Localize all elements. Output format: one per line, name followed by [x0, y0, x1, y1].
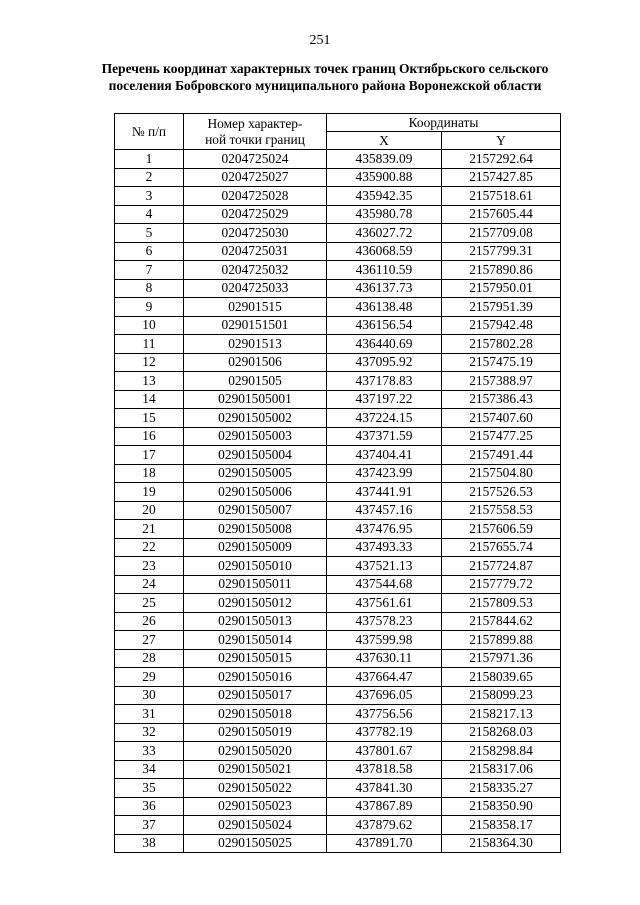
table-row	[115, 372, 561, 391]
coordinate-x: 437630.11	[327, 649, 442, 668]
coordinate-y: 2157844.62	[442, 612, 561, 631]
table-row	[115, 427, 561, 446]
table-row	[115, 390, 561, 409]
row-number: 28	[115, 649, 184, 668]
coordinate-x: 437578.23	[327, 612, 442, 631]
coordinate-x: 437224.15	[327, 409, 442, 428]
coordinate-y: 2157899.88	[442, 631, 561, 650]
point-id: 02901505015	[184, 649, 327, 668]
coordinate-x: 435980.78	[327, 205, 442, 224]
coordinate-y: 2157477.25	[442, 427, 561, 446]
coordinate-y: 2157724.87	[442, 557, 561, 576]
row-number: 18	[115, 464, 184, 483]
coordinate-x: 437818.58	[327, 760, 442, 779]
coordinate-x: 437756.56	[327, 705, 442, 724]
table-row	[115, 723, 561, 742]
coordinate-y: 2158335.27	[442, 779, 561, 798]
row-number: 26	[115, 612, 184, 631]
coordinate-y: 2157475.19	[442, 353, 561, 372]
coordinate-y: 2157292.64	[442, 150, 561, 169]
table-row	[115, 483, 561, 502]
table-row	[115, 316, 561, 335]
point-id: 02901505	[184, 372, 327, 391]
coordinate-x: 437879.62	[327, 816, 442, 835]
table-row	[115, 557, 561, 576]
table-row	[115, 279, 561, 298]
coordinate-y: 2157606.59	[442, 520, 561, 539]
coordinate-y: 2158298.84	[442, 742, 561, 761]
point-id: 02901513	[184, 335, 327, 354]
row-number: 33	[115, 742, 184, 761]
row-number: 30	[115, 686, 184, 705]
point-id: 02901506	[184, 353, 327, 372]
point-id: 02901505023	[184, 797, 327, 816]
coordinate-y: 2158358.17	[442, 816, 561, 835]
row-number: 34	[115, 760, 184, 779]
row-number: 38	[115, 834, 184, 853]
coordinate-x: 437493.33	[327, 538, 442, 557]
row-number: 9	[115, 298, 184, 317]
row-number: 36	[115, 797, 184, 816]
row-number: 4	[115, 205, 184, 224]
row-number: 7	[115, 261, 184, 280]
table-row	[115, 779, 561, 798]
coordinate-y: 2157491.44	[442, 446, 561, 465]
row-number: 21	[115, 520, 184, 539]
header-point-line-2: ной точки границ	[205, 131, 305, 147]
table-row	[115, 464, 561, 483]
table-row	[115, 298, 561, 317]
table-row	[115, 205, 561, 224]
row-number: 16	[115, 427, 184, 446]
row-number: 19	[115, 483, 184, 502]
coordinate-x: 436138.48	[327, 298, 442, 317]
coordinate-x: 437841.30	[327, 779, 442, 798]
point-id: 02901505005	[184, 464, 327, 483]
coordinate-x: 437404.41	[327, 446, 442, 465]
table-row	[115, 686, 561, 705]
coordinate-y: 2158268.03	[442, 723, 561, 742]
row-number: 35	[115, 779, 184, 798]
point-id: 02901515	[184, 298, 327, 317]
coordinate-x: 437664.47	[327, 668, 442, 687]
coordinate-y: 2157655.74	[442, 538, 561, 557]
point-id: 02901505008	[184, 520, 327, 539]
point-id: 02901505021	[184, 760, 327, 779]
point-id: 02901505003	[184, 427, 327, 446]
point-id: 02901505025	[184, 834, 327, 853]
coordinate-y: 2157558.53	[442, 501, 561, 520]
point-id: 02901505024	[184, 816, 327, 835]
row-number: 3	[115, 187, 184, 206]
coordinate-y: 2158217.13	[442, 705, 561, 724]
header-num: № п/п	[115, 114, 184, 150]
coordinate-y: 2158350.90	[442, 797, 561, 816]
point-id: 02901505010	[184, 557, 327, 576]
table-row	[115, 760, 561, 779]
coordinate-x: 437544.68	[327, 575, 442, 594]
point-id: 02901505004	[184, 446, 327, 465]
table-row	[115, 501, 561, 520]
table-row	[115, 649, 561, 668]
header-x: X	[327, 132, 442, 150]
row-number: 14	[115, 390, 184, 409]
coordinate-y: 2157779.72	[442, 575, 561, 594]
row-number: 5	[115, 224, 184, 243]
coordinate-x: 436068.59	[327, 242, 442, 261]
row-number: 2	[115, 168, 184, 187]
coordinate-y: 2157971.36	[442, 649, 561, 668]
row-number: 22	[115, 538, 184, 557]
row-number: 37	[115, 816, 184, 835]
coordinate-x: 436110.59	[327, 261, 442, 280]
table-row	[115, 520, 561, 539]
coordinate-x: 437696.05	[327, 686, 442, 705]
point-id: 02901505014	[184, 631, 327, 650]
table-row	[115, 705, 561, 724]
coordinate-x: 437423.99	[327, 464, 442, 483]
table-row	[115, 594, 561, 613]
table-row	[115, 261, 561, 280]
coordinate-x: 437561.61	[327, 594, 442, 613]
coordinate-x: 437801.67	[327, 742, 442, 761]
coordinate-y: 2157504.80	[442, 464, 561, 483]
point-id: 0204725028	[184, 187, 327, 206]
row-number: 27	[115, 631, 184, 650]
coordinate-x: 436137.73	[327, 279, 442, 298]
table-row	[115, 816, 561, 835]
point-id: 02901505022	[184, 779, 327, 798]
coordinate-y: 2157799.31	[442, 242, 561, 261]
table-body	[115, 150, 561, 853]
table-row	[115, 538, 561, 557]
page-number: 251	[309, 33, 331, 48]
row-number: 25	[115, 594, 184, 613]
point-id: 02901505012	[184, 594, 327, 613]
coordinate-x: 436156.54	[327, 316, 442, 335]
row-number: 24	[115, 575, 184, 594]
row-number: 1	[115, 150, 184, 169]
coordinate-y: 2158039.65	[442, 668, 561, 687]
point-id: 02901505007	[184, 501, 327, 520]
coordinate-y: 2158099.23	[442, 686, 561, 705]
coordinate-x: 437476.95	[327, 520, 442, 539]
coordinate-x: 437782.19	[327, 723, 442, 742]
coordinate-y: 2157518.61	[442, 187, 561, 206]
coordinate-y: 2157950.01	[442, 279, 561, 298]
table-row	[115, 446, 561, 465]
point-id: 02901505001	[184, 390, 327, 409]
row-number: 10	[115, 316, 184, 335]
point-id: 02901505009	[184, 538, 327, 557]
header-y: Y	[442, 132, 561, 150]
point-id: 02901505006	[184, 483, 327, 502]
row-number: 11	[115, 335, 184, 354]
coordinate-y: 2157605.44	[442, 205, 561, 224]
table-row	[115, 834, 561, 853]
table-row	[115, 575, 561, 594]
coordinate-y: 2157407.60	[442, 409, 561, 428]
point-id: 02901505019	[184, 723, 327, 742]
table-row	[115, 631, 561, 650]
point-id: 02901505016	[184, 668, 327, 687]
table-row	[115, 409, 561, 428]
table-row	[115, 612, 561, 631]
row-number: 15	[115, 409, 184, 428]
coordinate-y: 2157809.53	[442, 594, 561, 613]
point-id: 0204725027	[184, 168, 327, 187]
coordinate-y: 2157942.48	[442, 316, 561, 335]
point-id: 0290151501	[184, 316, 327, 335]
table-row	[115, 353, 561, 372]
coordinate-x: 437891.70	[327, 834, 442, 853]
coordinates-table	[114, 113, 561, 853]
table-row	[115, 224, 561, 243]
row-number: 23	[115, 557, 184, 576]
coordinate-x: 435900.88	[327, 168, 442, 187]
coordinate-x: 436440.69	[327, 335, 442, 354]
coordinate-x: 437457.16	[327, 501, 442, 520]
table-row	[115, 242, 561, 261]
header-point	[184, 114, 327, 150]
point-id: 02901505020	[184, 742, 327, 761]
row-number: 17	[115, 446, 184, 465]
row-number: 13	[115, 372, 184, 391]
coordinate-y: 2157951.39	[442, 298, 561, 317]
coordinate-y: 2157427.85	[442, 168, 561, 187]
row-number: 8	[115, 279, 184, 298]
table-row	[115, 335, 561, 354]
point-id: 0204725024	[184, 150, 327, 169]
coordinate-x: 437178.83	[327, 372, 442, 391]
point-id: 02901505011	[184, 575, 327, 594]
coordinate-x: 437599.98	[327, 631, 442, 650]
coordinate-x: 437441.91	[327, 483, 442, 502]
point-id: 0204725032	[184, 261, 327, 280]
point-id: 02901505018	[184, 705, 327, 724]
coordinate-y: 2157890.86	[442, 261, 561, 280]
title-line-1: Перечень координат характерных точек границ Октябрьского сельского	[101, 61, 549, 76]
header-coordinates: Координаты	[327, 114, 561, 132]
row-number: 12	[115, 353, 184, 372]
coordinate-x: 437371.59	[327, 427, 442, 446]
point-id: 02901505017	[184, 686, 327, 705]
point-id: 02901505002	[184, 409, 327, 428]
row-number: 20	[115, 501, 184, 520]
row-number: 32	[115, 723, 184, 742]
coordinate-x: 437095.92	[327, 353, 442, 372]
coordinate-y: 2157526.53	[442, 483, 561, 502]
coordinate-x: 436027.72	[327, 224, 442, 243]
table-header	[115, 114, 561, 150]
row-number: 31	[115, 705, 184, 724]
document-title	[60, 60, 590, 94]
table-row	[115, 187, 561, 206]
point-id: 02901505013	[184, 612, 327, 631]
row-number: 29	[115, 668, 184, 687]
coordinate-y: 2157709.08	[442, 224, 561, 243]
table-row	[115, 150, 561, 169]
coordinate-y: 2158317.06	[442, 760, 561, 779]
coordinate-x: 437521.13	[327, 557, 442, 576]
table-row	[115, 797, 561, 816]
point-id: 0204725029	[184, 205, 327, 224]
coordinate-y: 2157802.28	[442, 335, 561, 354]
title-line-2: поселения Бобровского муниципального района Воронежской области	[108, 78, 542, 93]
coordinate-x: 437197.22	[327, 390, 442, 409]
header-point-line-1: Номер характер-	[207, 115, 303, 131]
coordinate-x: 435942.35	[327, 187, 442, 206]
coordinate-y: 2158364.30	[442, 834, 561, 853]
coordinate-y: 2157388.97	[442, 372, 561, 391]
point-id: 0204725033	[184, 279, 327, 298]
table-row	[115, 742, 561, 761]
row-number: 6	[115, 242, 184, 261]
table-row	[115, 668, 561, 687]
table-row	[115, 168, 561, 187]
coordinate-x: 435839.09	[327, 150, 442, 169]
point-id: 0204725031	[184, 242, 327, 261]
coordinate-y: 2157386.43	[442, 390, 561, 409]
coordinate-x: 437867.89	[327, 797, 442, 816]
point-id: 0204725030	[184, 224, 327, 243]
